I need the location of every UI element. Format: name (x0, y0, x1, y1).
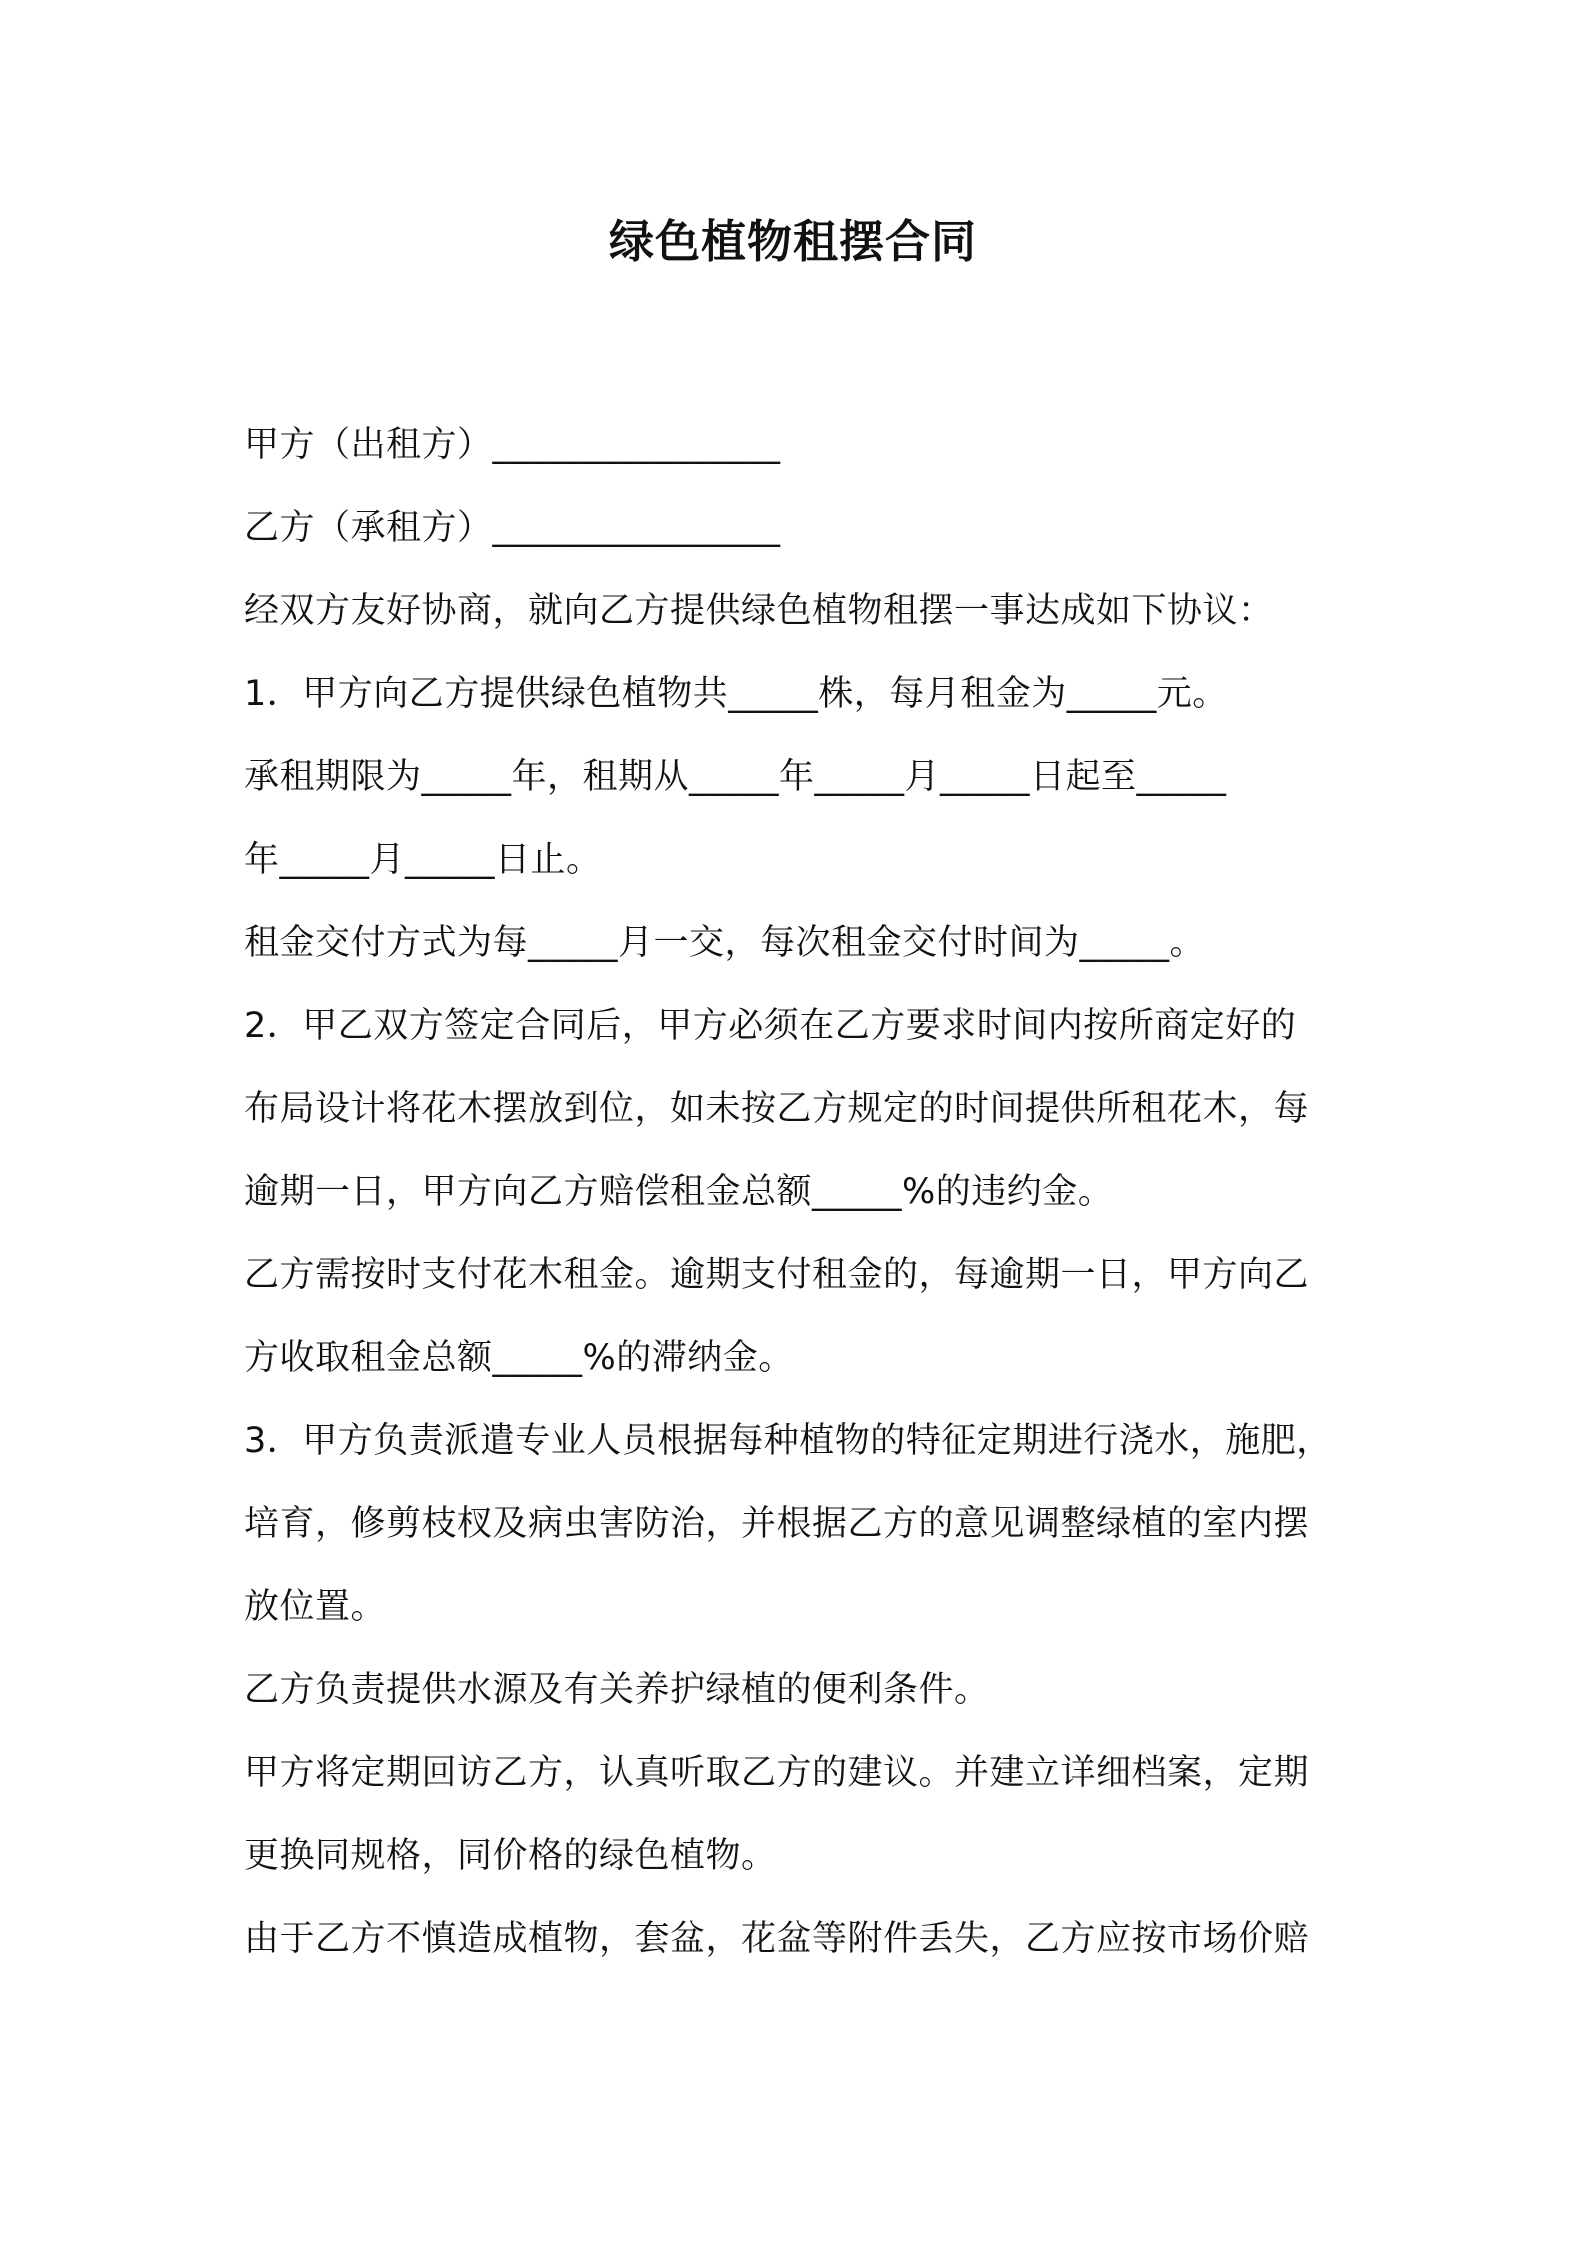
clause-1-line-1: 1．甲方向乙方提供绿色植物共_____株，每月租金为_____元。 (244, 674, 1228, 714)
clause-3-line-1: 3．甲方负责派遣专业人员根据每种植物的特征定期进行浇水，施肥， (244, 1421, 1332, 1461)
clause-3-line-5: 甲方将定期回访乙方，认真听取乙方的建议。并建立详细档案，定期 (244, 1753, 1310, 1793)
preamble-line: 经双方友好协商，就向乙方提供绿色植物租摆一事达成如下协议： (244, 591, 1274, 631)
document-body (244, 404, 1384, 1981)
clause-2-line-5: 方收取租金总额_____%的滞纳金。 (244, 1338, 794, 1378)
clause-3-line-6: 更换同规格，同价格的绿色植物。 (244, 1836, 777, 1876)
clause-1-line-2: 承租期限为_____年，租期从_____年_____月_____日起至_____ (244, 757, 1227, 797)
clause-3-line-3: 放位置。 (244, 1587, 387, 1627)
clause-1-line-3: 年_____月_____日止。 (244, 840, 602, 880)
party-b-line: 乙方（承租方）________________ (244, 508, 781, 548)
clause-1-line-4: 租金交付方式为每_____月一交，每次租金交付时间为_____。 (244, 923, 1206, 963)
party-a-line: 甲方（出租方）________________ (244, 425, 781, 465)
clause-3-line-7: 由于乙方不慎造成植物，套盆，花盆等附件丢失，乙方应按市场价赔 (244, 1919, 1310, 1959)
clause-3-line-2: 培育，修剪枝杈及病虫害防治，并根据乙方的意见调整绿植的室内摆 (244, 1504, 1310, 1544)
clause-2-line-3: 逾期一日，甲方向乙方赔偿租金总额_____%的违约金。 (244, 1172, 1114, 1212)
clause-2-line-2: 布局设计将花木摆放到位，如未按乙方规定的时间提供所租花木，每 (244, 1089, 1310, 1129)
clause-3-line-4: 乙方负责提供水源及有关养护绿植的便利条件。 (244, 1670, 990, 1710)
document-title: 绿色植物租摆合同 (608, 215, 977, 268)
clause-2-line-4: 乙方需按时支付花木租金。逾期支付租金的，每逾期一日，甲方向乙 (244, 1255, 1310, 1295)
clause-2-line-1: 2．甲乙双方签定合同后，甲方必须在乙方要求时间内按所商定好的 (244, 1006, 1297, 1046)
